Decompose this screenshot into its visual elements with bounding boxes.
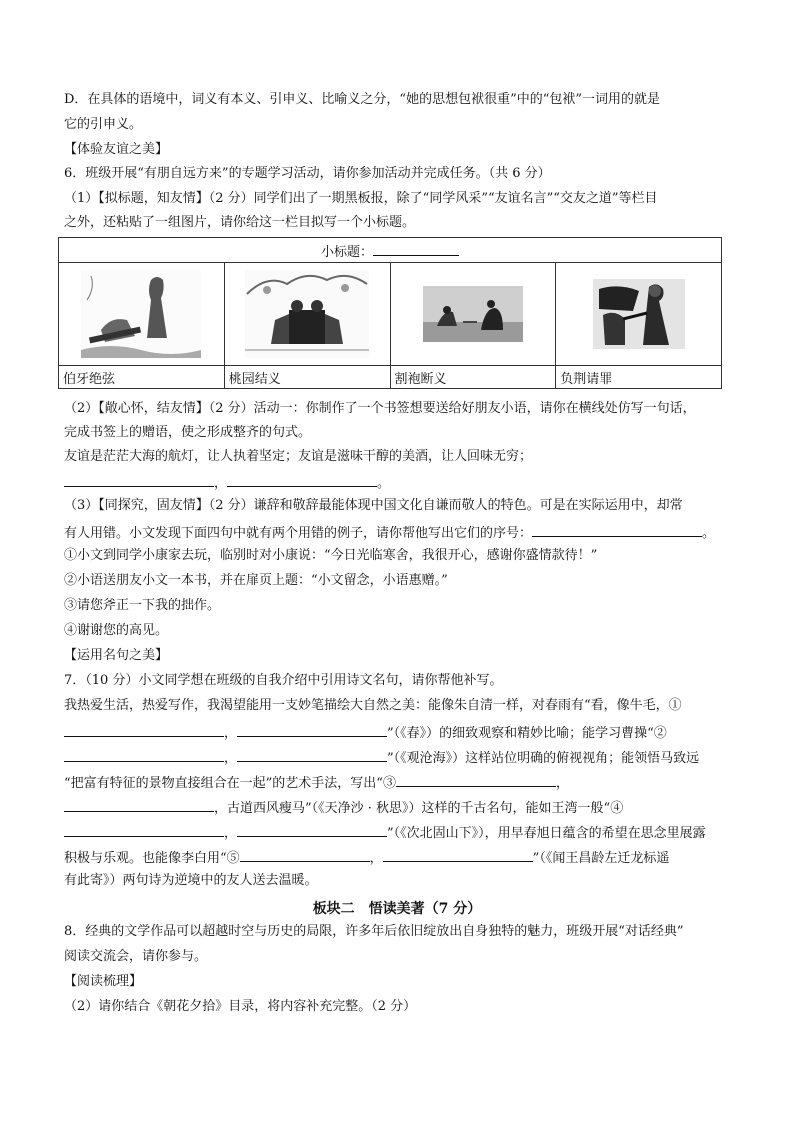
question-7-line-4 [64,772,569,793]
section-heading-quotes: 【运用名句之美】 [64,648,169,663]
question-7-line-4-text: “把富有特征的景物直接组合在一起”的艺术手法，写出“③ [64,776,396,791]
subtitle-label: 小标题： [320,244,373,260]
question-6-2-line-1: （2）【敞心怀，结友情】（2 分）活动一：你制作了一个书签想要送给好朋友小语，请你在横线处仿写一句话， [64,401,696,416]
question-6-3-line-1: （3）【同探究，固友情】（2 分）谦辞和敬辞最能体现中国文化自谦而敬人的特色。可是在实际运用中，却常 [64,498,683,513]
option-d-line-2: 它的引申义。 [64,117,143,132]
comma: ， [214,476,228,491]
comma: ， [224,726,238,741]
question-7-line-6-tail: ”（《次北固山下》），用早春旭日蕴含的希望在思念里展露 [387,826,706,841]
answer-blank-3a[interactable] [396,772,556,787]
subtitle-answer-blank[interactable] [373,241,459,256]
answer-blank-6-2-b[interactable] [227,472,377,487]
section-heading-friendship: 【体验友谊之美】 [64,142,169,157]
comma: ， [369,851,383,866]
question-7-line-5-tail: ，古道西风瘦马”（《天净沙 · 秋思》）这样的千古名句，能如王湾一般“④ [214,801,624,816]
question-7-line-7-head: 积极与乐观。也能像李白用“⑤ [64,851,240,866]
question-7-line-7-tail: ”（《闻王昌龄左迁龙标遥 [532,851,670,866]
question-6-1-line-2: 之外，还粘贴了一组图片，请你给这一栏目拟写一个小标题。 [64,215,416,230]
picture-caption-1: 伯牙绝弦 [59,366,225,389]
question-7-line-8: 有此寄》）两句诗为逆境中的友人送去温暖。 [64,873,318,888]
oath-scene-image [245,270,369,358]
question-7-line-1: 我热爱生活，热爱写作，我渴望能用一支妙笔描绘大自然之美：能像朱自清一样，对春雨有“看，像牛毛，① [64,698,682,713]
answer-blank-3b[interactable] [64,797,214,812]
comma: ， [555,776,569,791]
question-6-2-answer-line [64,472,390,493]
question-6-2-line-3: 友谊是茫茫大海的航灯，让人执着坚定；友谊是滋味干醇的美酒，让人回味无穷； [64,449,533,464]
question-7-line-2-tail: ”（《春》）的细致观察和精妙比喻；能学习曹操“② [387,726,667,741]
answer-blank-1b[interactable] [237,722,387,737]
picture-cell-4 [556,263,722,366]
question-7-line-5 [64,797,623,818]
guqin-scene-image [81,270,201,358]
picture-caption-3: 割袍断义 [390,366,556,389]
option-1: ①小文到同学小康家去玩，临别时对小康说：“今日光临寒舍，我很开心，感谢你盛情款待！” [64,548,598,563]
picture-cell-2 [224,263,390,366]
comma: ， [224,826,238,841]
question-7-intro: 7．（10 分）小文同学想在班级的自我介绍中引用诗文名句，请你帮他补写。 [64,673,503,688]
question-7-line-3 [64,747,699,768]
comma: ， [224,751,238,766]
picture-cell-1 [59,263,225,366]
question-8-line-2: 阅读交流会，请你参与。 [64,949,208,964]
picture-caption-2: 桃园结义 [224,366,390,389]
answer-blank-6-2-a[interactable] [64,472,214,487]
picture-caption-4: 负荆请罪 [556,366,722,389]
apology-scene-image [593,279,685,349]
section-2-heading: 板块二 悟读美著（7 分） [312,901,482,917]
answer-blank-2b[interactable] [237,747,387,762]
section-heading-reading: 【阅读梳理】 [64,974,143,989]
answer-blank-4b[interactable] [237,822,387,837]
option-3: ③请您斧正一下我的拙作。 [64,598,221,613]
question-6-1-line-1: （1）【拟标题，知友情】（2 分）同学们出了一期黑板报，除了“同学风采”“友谊名言”“交友之道”等栏目 [64,191,658,206]
question-6-intro: 6．班级开展“有朋自远方来”的专题学习活动，请你参加活动并完成任务。（共 6 分） [64,166,551,181]
question-6-3-line-2 [64,522,715,543]
answer-blank-6-3[interactable] [532,522,702,537]
question-7-line-2 [64,722,667,743]
answer-blank-5b[interactable] [383,847,533,862]
option-d-line-1: D．在具体的语境中，词义有本义、引申义、比喻义之分，“她的思想包袱很重”中的“包袱”一词用的就是 [64,92,661,107]
question-8-line-1: 8．经典的文学作品可以超越时空与历史的局限，许多年后依旧绽放出自身独特的魅力，班级开展“对话经典” [64,924,684,939]
period: 。 [377,476,391,491]
question-6-3-text: 有人用错。小文发现下面四句中就有两个用错的例子，请你帮他写出它们的序号： [64,526,533,541]
question-7-line-6 [64,822,706,843]
picture-cell-3 [390,263,556,366]
table-title-cell [59,238,722,263]
answer-blank-5a[interactable] [240,847,370,862]
question-8-2: （2）请你结合《朝花夕拾》目录，将内容补充完整。（2 分） [64,999,417,1014]
option-2: ②小语送朋友小文一本书，并在扉页上题：“小文留念，小语惠赠。” [64,573,448,588]
question-7-line-3-tail: ”（《观沧海》）这样站位明确的俯视视角；能领悟马致远 [387,751,700,766]
question-7-line-7 [64,847,669,868]
answer-blank-2a[interactable] [64,747,224,762]
option-4: ④谢谢您的高见。 [64,623,169,638]
robe-scene-image [423,286,523,342]
answer-blank-1a[interactable] [64,722,224,737]
question-6-2-line-2: 完成书签上的赠语，使之形成整齐的句式。 [64,425,312,440]
answer-blank-4a[interactable] [64,822,224,837]
picture-table [58,237,722,389]
period: 。 [702,526,716,541]
